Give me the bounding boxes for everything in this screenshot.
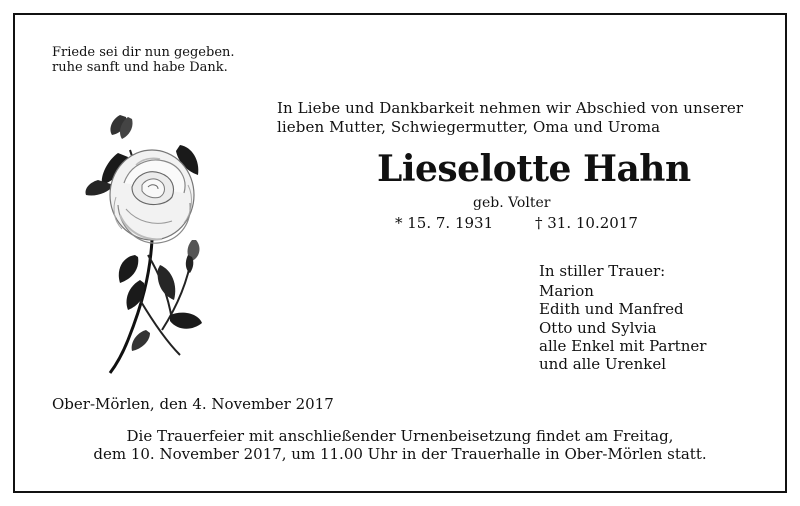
rose-icon [80, 105, 230, 375]
intro-line-1: In Liebe und Dankbarkeit nehmen wir Abschied von unserer [277, 99, 744, 117]
intro-line-2: lieben Mutter, Schwiegermutter, Oma und Uroma [277, 118, 661, 136]
motto [52, 45, 235, 75]
deceased-name: Lieselotte Hahn [377, 148, 691, 190]
motto-line-1: Friede sei dir nun gegeben. [52, 45, 235, 60]
funeral-service-info [52, 427, 748, 463]
mourner-name: Edith und Manfred [539, 300, 684, 319]
birth-date: * 15. 7. 1931 [395, 214, 494, 232]
mourners-heading: In stiller Trauer: [539, 262, 666, 280]
service-line-1: Die Trauerfeier mit anschließender Urnenbeisetzung findet am Freitag, [126, 427, 674, 445]
intro-text [277, 99, 743, 137]
mourner-name: Otto und Sylvia [539, 318, 657, 337]
maiden-name: geb. Volter [473, 195, 551, 211]
mourners-list [539, 262, 706, 373]
motto-line-2: ruhe sanft und habe Dank. [52, 60, 228, 75]
mourner-name: alle Enkel mit Partner [539, 336, 707, 355]
death-date: † 31. 10.2017 [535, 214, 638, 232]
mourner-name: und alle Urenkel [539, 355, 666, 374]
mourner-name: Marion [539, 282, 594, 301]
service-line-2: dem 10. November 2017, um 11.00 Uhr in der Trauerhalle in Ober-Mörlen statt. [93, 445, 707, 463]
place-and-date: Ober-Mörlen, den 4. November 2017 [52, 395, 334, 413]
